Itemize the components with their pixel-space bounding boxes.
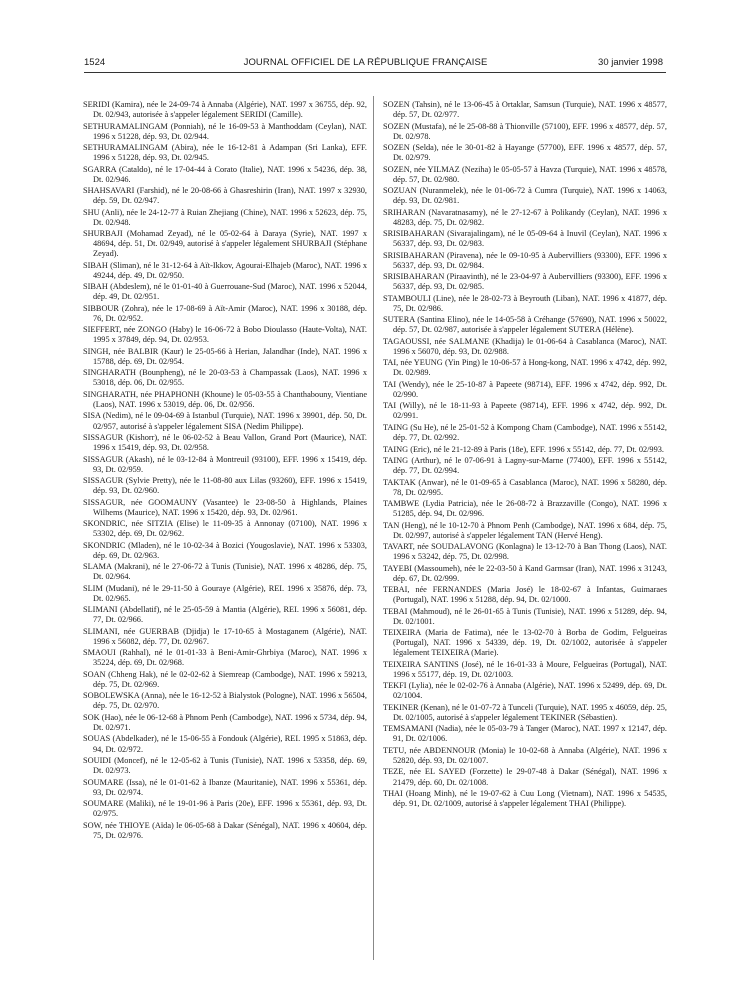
entry-item: TAVART, née SOUDALAVONG (Konlagna) le 13-12-70 à Ban Thong (Laos), NAT. 1996 x 53242, dép. 75, Dt. 02/998.	[383, 542, 667, 562]
entry-item: SRISIBAHARAN (Piravena), née le 09-10-95 à Aubervilliers (93300), EFF. 1996 x 56337, dép. 93, Dt. 02/984.	[383, 250, 667, 270]
entry-item: TEBAI, née FERNANDES (Maria José) le 18-02-67 à Infantas, Guimaraes (Portugal), NAT. 1996 x 51288, dép. 94, Dt. 02/1000.	[383, 585, 667, 605]
entry-item: SIEFFERT, née ZONGO (Haby) le 16-06-72 à Bobo Dioulasso (Haute-Volta), NAT. 1995 x 37849, dép. 94, Dt. 02/953.	[83, 325, 367, 345]
entry-item: THAI (Hoang Minh), né le 19-07-62 à Cuu Long (Vietnam), NAT. 1996 x 54535, dép. 91, Dt. 02/1009, autorisé à s'appeler légalement THAI (Philippe).	[383, 789, 667, 809]
entry-item: SISSAGUR (Sylvie Pretty), née le 11-08-80 aux Lilas (93260), EFF. 1996 x 15419, dép. 93, Dt. 02/960.	[83, 476, 367, 496]
entry-item: TAI (Wendy), née le 25-10-87 à Papeete (98714), EFF. 1996 x 4742, dép. 992, Dt. 02/990.	[383, 379, 667, 399]
entry-item: TAING (Su He), né le 25-01-52 à Kompong Cham (Cambodge), NAT. 1996 x 55142, dép. 77, Dt. 02/992.	[383, 422, 667, 443]
entry-item: SKONDRIC (Mladen), né le 10-02-34 à Bozici (Yougoslavie), NAT. 1996 x 53303, dép. 69, Dt. 02/963.	[83, 540, 367, 560]
entry-item: SGARRA (Cataldo), né le 17-04-44 à Corato (Italie), NAT. 1996 x 54236, dép. 38, Dt. 02/946.	[83, 164, 367, 184]
entry-item: TAING (Eric), né le 21-12-89 à Paris (18e), EFF. 1996 x 55142, dép. 77, Dt. 02/993.	[383, 444, 664, 454]
page-header	[0, 52, 731, 72]
entry-item: TEMSAMANI (Nadia), née le 05-03-79 à Tanger (Maroc), NAT. 1997 x 12147, dép. 91, Dt. 02/1006.	[383, 724, 667, 744]
entry-item: SHU (Anli), née le 24-12-77 à Ruian Zhejiang (Chine), NAT. 1996 x 52623, dép. 75, Dt. 02/948.	[83, 207, 367, 227]
entry-item: TEKFI (Lylia), née le 02-02-76 à Annaba (Algérie), NAT. 1996 x 52499, dép. 69, Dt. 02/1004.	[383, 681, 667, 701]
entry-item: TAI (Willy), né le 18-11-93 à Papeete (98714), EFF. 1996 x 4742, dép. 992, Dt. 02/991.	[383, 401, 667, 421]
entry-item: SISA (Nedim), né le 09-04-69 à Istanbul (Turquie), NAT. 1996 x 39901, dép. 50, Dt. 02/957, autorisé à s'appeler légalement SISA (Nedim Philippe).	[83, 411, 367, 431]
entry-item: SRISIBAHARAN (Piraavinth), né le 23-04-97 à Aubervilliers (93300), EFF. 1996 x 56337, dép. 93, Dt. 02/985.	[383, 272, 667, 292]
column-divider	[373, 96, 374, 960]
entry-item: SINGHARATH, née PHAPHONH (Khoune) le 05-03-55 à Chanthabouny, Vientiane (Laos), NAT. 1996 x 53019, dép. 06, Dt. 02/956.	[83, 389, 367, 409]
entry-item: TAGAOUSSI, née SALMANE (Khadija) le 01-06-64 à Casablanca (Maroc), NAT. 1996 x 56070, dép. 93, Dt. 02/988.	[383, 336, 667, 356]
entry-item: SOAN (Chheng Hak), né le 02-02-62 à Siemreap (Cambodge), NAT. 1996 x 59213, dép. 75, Dt. 02/969.	[83, 669, 367, 689]
publication-date: 30 janvier 1998	[598, 57, 663, 68]
entry-item: SERIDI (Kamira), née le 24-09-74 à Annaba (Algérie), NAT. 1997 x 36755, dép. 92, Dt. 02/943, autorisée à s'appeler légalement SERIDI (Camille).	[83, 100, 367, 120]
entry-item: SISSAGUR (Akash), né le 03-12-84 à Montreuil (93100), EFF. 1996 x 15419, dép. 93, Dt. 02/959.	[83, 454, 367, 474]
entry-item: SOBOLEWSKA (Anna), née le 16-12-52 à Bialystok (Pologne), NAT. 1996 x 56504, dép. 75, Dt. 02/970.	[83, 691, 367, 711]
entry-item: SOUMARE (Issa), né le 01-01-62 à Ibanze (Mauritanie), NAT. 1996 x 55361, dép. 93, Dt. 02/974.	[83, 777, 367, 797]
entry-item: SHAHSAVARI (Farshid), né le 20-08-66 à Ghasreshirin (Iran), NAT. 1997 x 32930, dép. 59, Dt. 02/947.	[83, 186, 367, 206]
entry-item: TEKINER (Kenan), né le 01-07-72 à Tunceli (Turquie), NAT. 1995 x 46059, dép. 25, Dt. 02/1005, autorisé à s'appeler légalement TEKINER (Sébastien).	[383, 702, 667, 722]
entry-item: TEBAI (Mahmoud), né le 26-01-65 à Tunis (Tunisie), NAT. 1996 x 51289, dép. 94, Dt. 02/1001.	[383, 606, 667, 626]
entry-item: TAI, née YEUNG (Yin Ping) le 10-06-57 à Hong-kong, NAT. 1996 x 4742, dép. 992, Dt. 02/989.	[383, 358, 667, 378]
entry-item: SLIMANI (Abdellatif), né le 25-05-59 à Mantia (Algérie), REI. 1996 x 56081, dép. 77, Dt. 02/966.	[83, 605, 367, 625]
entry-item: SLIM (Mudani), né le 29-11-50 à Gouraye (Algérie), REI. 1996 x 35876, dép. 73, Dt. 02/965.	[83, 583, 367, 603]
entry-item: TAKTAK (Anwar), né le 01-09-65 à Casablanca (Maroc), NAT. 1996 x 58280, dép. 78, Dt. 02/995.	[383, 477, 667, 497]
left-column	[83, 100, 367, 842]
entry-item: SOZUAN (Nuranmelek), née le 01-06-72 à Cumra (Turquie), NAT. 1996 x 14063, dép. 93, Dt. 02/981.	[383, 186, 667, 206]
journal-title: JOURNAL OFFICIEL DE LA RÉPUBLIQUE FRANÇAISE	[243, 57, 488, 68]
entry-item: TAING (Arthur), né le 07-06-91 à Lagny-sur-Marne (77400), EFF. 1996 x 55142, dép. 77, Dt. 02/994.	[383, 455, 667, 476]
entry-item: SETHURAMALINGAM (Ponniah), né le 16-09-53 à Manthoddam (Ceylan), NAT. 1996 x 51228, dép. 93, Dt. 02/944.	[83, 121, 367, 141]
right-column	[383, 100, 667, 811]
entry-item: SOW, née THIOYE (Aïda) le 06-05-68 à Dakar (Sénégal), NAT. 1996 x 40604, dép. 75, Dt. 02/976.	[83, 820, 367, 840]
entry-item: SISSAGUR (Kishorr), né le 06-02-52 à Beau Vallon, Grand Port (Maurice), NAT. 1996 x 15419, dép. 93, Dt. 02/958.	[83, 433, 367, 453]
entry-item: SOZEN (Tahsin), né le 13-06-45 à Ortaklar, Samsun (Turquie), NAT. 1996 x 48577, dép. 57, Dt. 02/977.	[383, 100, 667, 120]
entry-item: SETHURAMALINGAM (Abira), née le 16-12-81 à Adampan (Sri Lanka), EFF. 1996 x 51228, dép. 93, Dt. 02/945.	[83, 143, 367, 163]
entry-item: STAMBOULI (Line), née le 28-02-73 à Beyrouth (Liban), NAT. 1996 x 41877, dép. 75, Dt. 02/986.	[383, 293, 667, 313]
entry-item: SRISIBAHARAN (Sivarajalingam), né le 05-09-64 à Inuvil (Ceylan), NAT. 1996 x 56337, dép. 93, Dt. 02/983.	[383, 229, 667, 249]
entry-item: SINGHARATH (Bounpheng), né le 20-03-53 à Champassak (Laos), NAT. 1996 x 53018, dép. 06, Dt. 02/955.	[83, 368, 367, 388]
entry-item: TEIXEIRA SANTINS (José), né le 16-01-33 à Moure, Felgueiras (Portugal), NAT. 1996 x 55177, dép. 19, Dt. 02/1003.	[383, 659, 667, 679]
entry-item: SOZEN (Mustafa), né le 25-08-88 à Thionville (57100), EFF. 1996 x 48577, dép. 57, Dt. 02/978.	[383, 121, 667, 141]
entry-item: SOUAS (Abdelkader), né le 15-06-55 à Fondouk (Algérie), REI. 1995 x 51863, dép. 94, Dt. 02/972.	[83, 734, 367, 754]
entry-item: SLIMANI, née GUERBAB (Djidja) le 17-10-65 à Mostaganem (Algérie), NAT. 1996 x 56082, dép. 77, Dt. 02/967.	[83, 626, 367, 646]
entry-item: SMAOUI (Rahhal), né le 01-01-33 à Beni-Amir-Ghrbiya (Maroc), NAT. 1996 x 35224, dép. 69, Dt. 02/968.	[83, 648, 367, 668]
entry-item: SIBAH (Abdeslem), né le 01-01-40 à Guerrouane-Sud (Maroc), NAT. 1996 x 52044, dép. 49, Dt. 02/951.	[83, 282, 367, 302]
entry-item: TEIXEIRA (Maria de Fatima), née le 13-02-70 à Borba de Godim, Felgueiras (Portugal), NAT. 1996 x 54339, dép. 19, Dt. 02/1002, autorisée à s'appeler légalement TEIXEIRA (Marie).	[383, 628, 667, 658]
entry-item: SOUMARE (Maliki), né le 19-01-96 à Paris (20e), EFF. 1996 x 55361, dép. 93, Dt. 02/975.	[83, 799, 367, 819]
entry-item: TAN (Heng), né le 10-12-70 à Phnom Penh (Cambodge), NAT. 1996 x 684, dép. 75, Dt. 02/997, autorisé à s'appeler légalement TAN (Hervé Heng).	[383, 520, 667, 540]
entry-item: SISSAGUR, née GOOMAUNY (Vasantee) le 23-08-50 à Highlands, Plaines Wilhems (Maurice), NAT. 1996 x 15420, dép. 93, Dt. 02/961.	[83, 497, 367, 517]
entry-item: SOUIDI (Moncef), né le 12-05-62 à Tunis (Tunisie), NAT. 1996 x 53358, dép. 69, Dt. 02/973.	[83, 755, 367, 776]
entry-item: SRIHARAN (Navaratnasamy), né le 27-12-67 à Polikandy (Ceylan), NAT. 1996 x 48283, dép. 75, Dt. 02/982.	[383, 207, 667, 227]
entry-item: SIBBOUR (Zohra), née le 17-08-69 à Aït-Amir (Maroc), NAT. 1996 x 30188, dép. 76, Dt. 02/952.	[83, 303, 367, 323]
entry-item: SINGH, née BALBIR (Kaur) le 25-05-66 à Herian, Jalandhar (Inde), NAT. 1996 x 15788, dép. 69, Dt. 02/954.	[83, 346, 367, 366]
entry-item: TAYEBI (Massoumeh), née le 22-03-50 à Kand Garmsar (Iran), NAT. 1996 x 31243, dép. 67, Dt. 02/999.	[383, 563, 667, 583]
entry-item: SOZEN, née YILMAZ (Neziha) le 05-05-57 à Havza (Turquie), NAT. 1996 x 48578, dép. 57, Dt. 02/980.	[383, 164, 667, 184]
entry-item: SOZEN (Selda), née le 30-01-82 à Hayange (57700), EFF. 1996 x 48577, dép. 57, Dt. 02/979.	[383, 143, 667, 163]
entry-item: SLAMA (Makrani), né le 27-06-72 à Tunis (Tunisie), NAT. 1996 x 48286, dép. 75, Dt. 02/964.	[83, 562, 367, 582]
entry-item: SOK (Hao), née le 06-12-68 à Phnom Penh (Cambodge), NAT. 1996 x 5734, dép. 94, Dt. 02/971.	[83, 712, 367, 732]
header-rule	[84, 72, 666, 73]
entry-item: SKONDRIC, née SITZIA (Elise) le 11-09-35 à Annonay (07100), NAT. 1996 x 53302, dép. 69, Dt. 02/962.	[83, 519, 367, 539]
entry-item: TAMBWE (Lydia Patricia), née le 26-08-72 à Brazzaville (Congo), NAT. 1996 x 51285, dép. 94, Dt. 02/996.	[383, 499, 667, 519]
page-number: 1524	[84, 57, 106, 68]
entry-item: TETU, née ABDENNOUR (Monia) le 10-02-68 à Annaba (Algérie), NAT. 1996 x 52820, dép. 93, Dt. 02/1007.	[383, 745, 667, 765]
entry-item: SUTERA (Santina Elino), née le 14-05-58 à Créhange (57690), NAT. 1996 x 50022, dép. 57, Dt. 02/987, autorisée à s'appeler légalement SUTERA (Hélène).	[383, 315, 667, 335]
entry-item: TEZE, née EL SAYED (Forzette) le 29-07-48 à Dakar (Sénégal), NAT. 1996 x 21479, dép. 60, Dt. 02/1008.	[383, 767, 667, 787]
entry-item: SIBAH (Sliman), né le 31-12-64 à Aït-Ikkov, Agourai-Elhajeb (Maroc), NAT. 1996 x 49244, dép. 49, Dt. 02/950.	[83, 260, 367, 280]
entry-item: SHURBAJI (Mohamad Zeyad), né le 05-02-64 à Daraya (Syrie), NAT. 1997 x 48694, dép. 51, Dt. 02/949, autorisé à s'appeler légalement SHURBAJI (Stéphane Zeyad).	[83, 229, 367, 259]
